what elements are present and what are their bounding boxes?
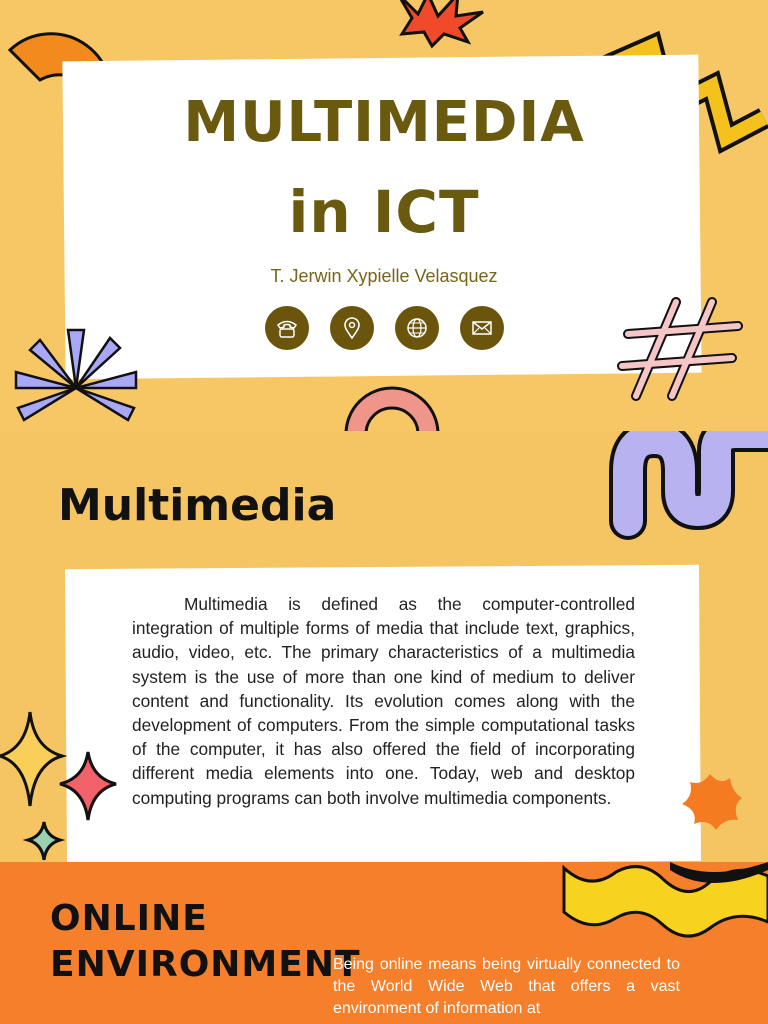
cover-title-line1: MULTIMEDIA xyxy=(183,90,585,155)
online-heading-line2: ENVIRONMENT xyxy=(50,944,361,985)
wavy-yellow-decoration xyxy=(560,862,768,932)
pink-hashtag-decoration xyxy=(618,296,748,406)
salmon-arc-decoration xyxy=(342,386,442,431)
cover-title-line2: in ICT xyxy=(288,178,480,246)
globe-icon[interactable] xyxy=(395,306,439,350)
phone-icon[interactable] xyxy=(265,306,309,350)
red-splat-decoration xyxy=(388,0,488,48)
contact-icons xyxy=(265,306,504,350)
online-heading-line1: ONLINE xyxy=(50,898,208,939)
author-name: T. Jerwin Xypielle Velasquez xyxy=(270,266,498,286)
location-pin-icon[interactable] xyxy=(330,306,374,350)
multimedia-heading: Multimedia xyxy=(58,480,337,531)
online-paragraph: Being online means being virtually connected to the World Wide Web that offers a vast environment of information at xyxy=(333,956,680,1017)
multimedia-paragraph: Multimedia is defined as the computer-controlled integration of multiple forms of media that include text, graphics, audio, video, etc. The primary characteristics of a multimedia system is the use of more than one kind of medium to deliver content and functionality. Its evolution comes along with the development of computers. From the simple computational tasks of the computer, it has also offered the field of incorporating different media elements into one. Today, web and desktop computing programs can both involve multimedia components. xyxy=(132,594,635,808)
cover-section xyxy=(0,0,768,431)
sparkles-decoration xyxy=(0,712,130,862)
orange-blob-decoration xyxy=(680,772,744,832)
mail-icon[interactable] xyxy=(460,306,504,350)
periwinkle-squiggle-decoration xyxy=(606,431,768,541)
periwinkle-burst-decoration xyxy=(8,330,148,431)
